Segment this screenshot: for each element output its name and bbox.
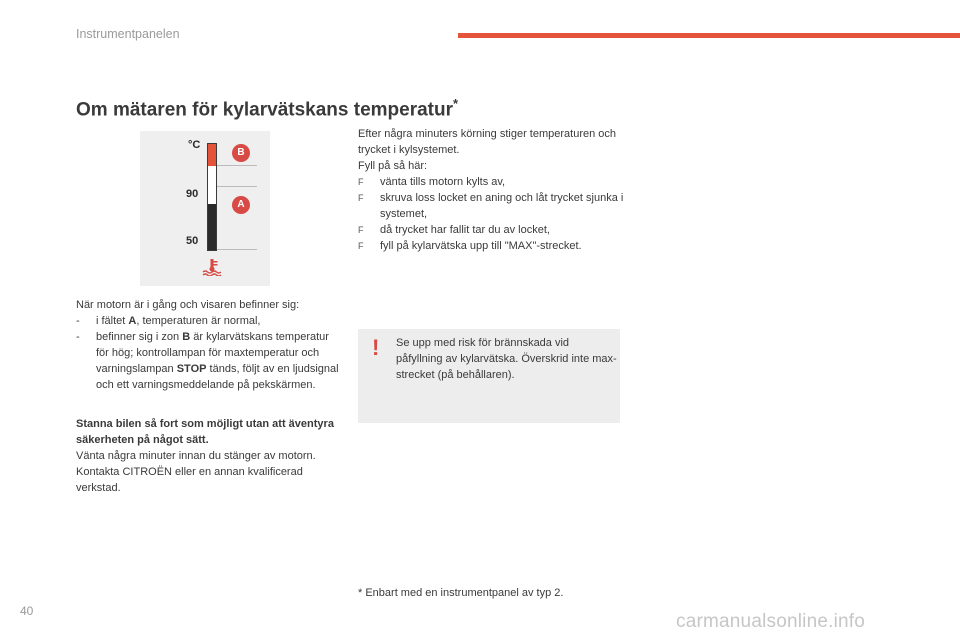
checkbox-icon: F (358, 241, 364, 251)
list-item-text (96, 329, 342, 393)
watermark: carmanualsonline.info (676, 611, 866, 632)
gauge-unit-label: °C (188, 139, 201, 151)
gauge-intro-text: När motorn är i gång och visaren befinner sig: (76, 299, 300, 311)
header-accent-bar (458, 33, 960, 38)
page-heading (76, 96, 458, 121)
list-item-text (96, 313, 342, 329)
left-column (76, 297, 342, 496)
page-number: 40 (20, 604, 34, 618)
gauge-fill-level (208, 204, 216, 250)
list-text-part: befinner sig i zon (96, 331, 183, 343)
gauge-tube (207, 143, 217, 251)
gauge-tick-90: 90 (186, 188, 199, 200)
zone-a-badge: A (232, 196, 250, 214)
zone-b-badge: B (232, 144, 250, 162)
step-text: fyll på kylarvätska upp till "MAX"-strecket. (380, 240, 582, 252)
list-dash: - (76, 315, 80, 327)
spacer (76, 393, 342, 416)
zone-b-label: B (182, 331, 191, 343)
warning-text: Se upp med risk för brännskada vid påfyllning av kylarvätska. Överskrid inte max-strecket (på behållaren). (396, 337, 617, 381)
gauge-zone-b-line (217, 165, 257, 166)
page-heading-text: Om mätaren för kylarvätskans temperatur (76, 99, 453, 121)
list-text-part: tänds, följt av en ljudsignal och ett varningsmeddelande på pekskärmen. (96, 363, 339, 391)
gauge-zone-a-line (217, 186, 257, 187)
list-item (358, 238, 626, 254)
stop-instruction: Stanna bilen så fort som möjligt utan att äventyra säkerheten på något sätt. (76, 418, 334, 446)
list-item (76, 313, 342, 329)
list-item (358, 222, 626, 238)
section-title: Instrumentpanelen (76, 27, 180, 41)
list-item (358, 174, 626, 190)
list-item (76, 329, 342, 393)
coolant-temperature-icon (202, 258, 222, 276)
coolant-gauge-figure (140, 131, 270, 286)
heading-asterisk: * (453, 96, 459, 111)
list-text-part: i fältet (96, 315, 129, 327)
contact-instruction: Kontakta CITROËN eller en annan kvalificerad verkstad. (76, 466, 303, 494)
fill-label: Fyll på så här: (358, 160, 428, 172)
list-text-part: är kylarvätskans temperatur för hög; kontrollampan för maxtemperatur och varningslampan (96, 331, 329, 375)
checkbox-icon: F (358, 225, 364, 235)
step-text: vänta tills motorn kylts av, (380, 176, 506, 188)
step-text: då trycket har fallit tar du av locket, (380, 224, 550, 236)
list-dash: - (76, 331, 80, 343)
wait-instruction: Vänta några minuter innan du stänger av motorn. (76, 450, 316, 462)
gauge-tick-50: 50 (186, 235, 199, 247)
checkbox-icon: F (358, 193, 364, 203)
footnote: * Enbart med en instrumentpanel av typ 2. (358, 587, 564, 599)
step-text: skruva loss locket en aning och låt trycket sjunka i systemet, (380, 192, 624, 220)
list-item (358, 190, 626, 222)
checkbox-icon: F (358, 177, 364, 187)
warning-icon: ! (372, 335, 380, 360)
right-column (358, 126, 626, 254)
warning-box (358, 329, 620, 423)
zone-a-label: A (128, 315, 137, 327)
gauge-red-zone (208, 144, 216, 166)
stop-label: STOP (176, 363, 207, 375)
pressure-intro-text: Efter några minuters körning stiger temperaturen och trycket i kylsystemet. (358, 128, 617, 156)
gauge-bottom-line (217, 249, 257, 250)
list-text-part: , temperaturen är normal, (136, 315, 261, 327)
